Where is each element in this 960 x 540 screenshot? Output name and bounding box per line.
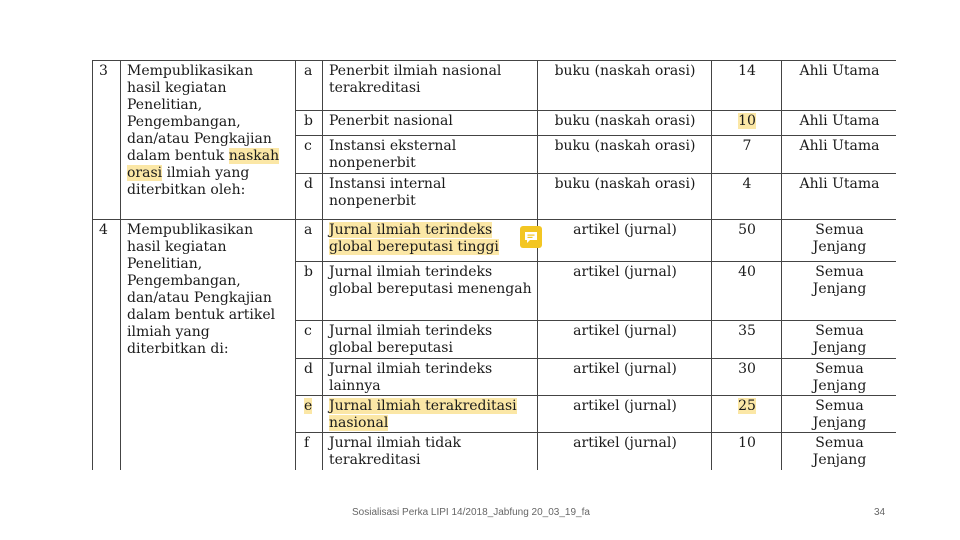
output-type: artikel (jurnal) — [538, 321, 712, 359]
level: Semua Jenjang — [782, 396, 897, 433]
item-letter — [296, 396, 323, 433]
credit-points: 14 — [712, 61, 782, 111]
output-type: buku (naskah orasi) — [538, 174, 712, 220]
level: Ahli Utama — [782, 61, 897, 111]
item-description: Penerbit nasional — [323, 111, 538, 136]
credit-table — [92, 60, 896, 470]
comment-glyph — [524, 231, 538, 244]
item-letter: d — [296, 359, 323, 396]
item-letter: b — [296, 262, 323, 321]
output-type: buku (naskah orasi) — [538, 136, 712, 174]
activity-description — [121, 61, 296, 220]
item-letter: a — [296, 61, 323, 111]
item-letter: c — [296, 136, 323, 174]
table-row — [93, 220, 897, 262]
credit-points: 50 — [712, 220, 782, 262]
output-type: buku (naskah orasi) — [538, 61, 712, 111]
item-description: Penerbit ilmiah nasional terakreditasi — [323, 61, 538, 111]
item-description: Jurnal ilmiah terindeks global bereputasi — [323, 321, 538, 359]
output-type: artikel (jurnal) — [538, 262, 712, 321]
item-letter: a — [296, 220, 323, 262]
credit-points: 35 — [712, 321, 782, 359]
level: Semua Jenjang — [782, 359, 897, 396]
footer-text: Sosialisasi Perka LIPI 14/2018_Jabfung 20_03_19_fa — [352, 507, 590, 518]
output-type: artikel (jurnal) — [538, 433, 712, 471]
highlighted-points: 10 — [738, 113, 756, 129]
highlighted-letter: e — [304, 398, 313, 414]
table-row — [93, 61, 897, 111]
level: Semua Jenjang — [782, 433, 897, 471]
level: Semua Jenjang — [782, 220, 897, 262]
row-number: 4 — [93, 220, 121, 471]
item-description — [323, 396, 538, 433]
activity-text-tail: ilmiah yang diterbitkan oleh: — [127, 165, 250, 198]
highlighted-text: Jurnal ilmiah terakreditasi nasional — [329, 398, 517, 431]
highlighted-text: naskah orasi — [127, 148, 280, 181]
level: Semua Jenjang — [782, 262, 897, 321]
activity-description: Mempublikasikan hasil kegiatan Penelitian, Pengembangan, dan/atau Pengkajian dalam bentuk artikel ilmiah yang diterbitkan di: — [121, 220, 296, 471]
item-description: Instansi internal nonpenerbit — [323, 174, 538, 220]
output-type: artikel (jurnal) — [538, 396, 712, 433]
item-description: Jurnal ilmiah terindeks global bereputasi menengah — [323, 262, 538, 321]
item-description: Jurnal ilmiah tidak terakreditasi — [323, 433, 538, 471]
item-description: Jurnal ilmiah terindeks lainnya — [323, 359, 538, 396]
page-number: 34 — [874, 507, 886, 518]
output-type: artikel (jurnal) — [538, 220, 712, 262]
credit-points — [712, 111, 782, 136]
level: Ahli Utama — [782, 136, 897, 174]
level: Ahli Utama — [782, 111, 897, 136]
credit-points: 7 — [712, 136, 782, 174]
item-letter: d — [296, 174, 323, 220]
item-letter: b — [296, 111, 323, 136]
output-type: artikel (jurnal) — [538, 359, 712, 396]
level: Ahli Utama — [782, 174, 897, 220]
highlighted-text: Jurnal ilmiah terindeks global bereputasi tinggi — [329, 222, 499, 255]
comment-icon[interactable] — [520, 226, 542, 248]
highlighted-points: 25 — [738, 398, 756, 414]
credit-points: 10 — [712, 433, 782, 471]
credit-points: 40 — [712, 262, 782, 321]
row-number: 3 — [93, 61, 121, 220]
level: Semua Jenjang — [782, 321, 897, 359]
output-type: buku (naskah orasi) — [538, 111, 712, 136]
item-letter: f — [296, 433, 323, 471]
item-letter: c — [296, 321, 323, 359]
item-description — [323, 220, 538, 262]
item-description: Instansi eksternal nonpenerbit — [323, 136, 538, 174]
credit-points — [712, 396, 782, 433]
credit-points: 30 — [712, 359, 782, 396]
credit-points: 4 — [712, 174, 782, 220]
activity-text: Mempublikasikan hasil kegiatan Penelitian, Pengembangan, dan/atau Pengkajian dalam bentuk — [127, 63, 272, 164]
